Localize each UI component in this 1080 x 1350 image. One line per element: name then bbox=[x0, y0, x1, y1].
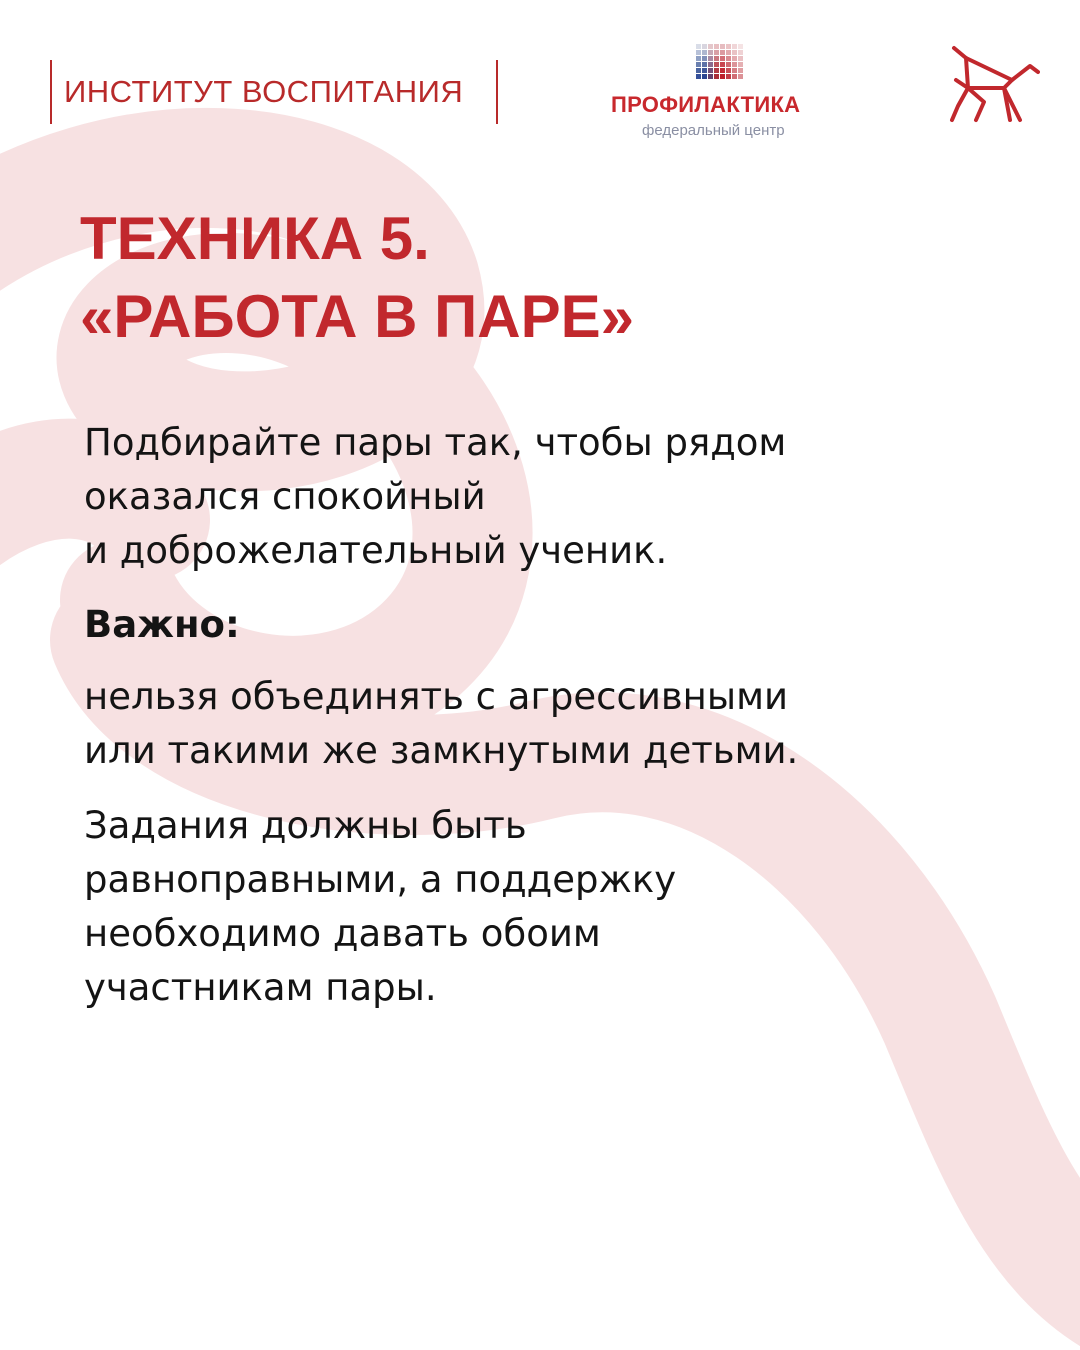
center-subtitle: федеральный центр bbox=[642, 122, 785, 139]
center-title: ПРОФИЛАКТИКА bbox=[611, 92, 801, 117]
pixel-grid-logo-icon bbox=[696, 44, 748, 84]
text-line: оказался спокойный bbox=[84, 475, 486, 518]
paragraph-tasks bbox=[84, 799, 676, 1015]
text-line: и доброжелательный ученик. bbox=[84, 529, 668, 572]
title-line-1: ТЕХНИКА 5. bbox=[80, 205, 430, 272]
title-line-2: «РАБОТА В ПАРЕ» bbox=[80, 283, 634, 350]
text-line: нельзя объединять с агрессивными bbox=[84, 675, 789, 718]
important-label: Важно: bbox=[84, 603, 240, 646]
text-line: Подбирайте пары так, чтобы рядом bbox=[84, 421, 787, 464]
paragraph-pairing-advice bbox=[84, 416, 786, 578]
logo-divider-right bbox=[496, 60, 498, 124]
horse-logo-icon bbox=[944, 44, 1040, 124]
text-line: Задания должны быть bbox=[84, 804, 527, 847]
text-line: участникам пары. bbox=[84, 966, 437, 1009]
logo-divider-left bbox=[50, 60, 52, 124]
institute-logo bbox=[50, 60, 500, 124]
profilaktika-logo bbox=[600, 44, 840, 144]
text-line: необходимо давать обоим bbox=[84, 912, 601, 955]
technique-title bbox=[80, 200, 634, 356]
text-line: или такими же замкнутыми детьми. bbox=[84, 729, 799, 772]
institute-name: ИНСТИТУТ ВОСПИТАНИЯ bbox=[64, 74, 464, 109]
paragraph-restriction bbox=[84, 670, 798, 778]
text-line: равноправными, а поддержку bbox=[84, 858, 677, 901]
